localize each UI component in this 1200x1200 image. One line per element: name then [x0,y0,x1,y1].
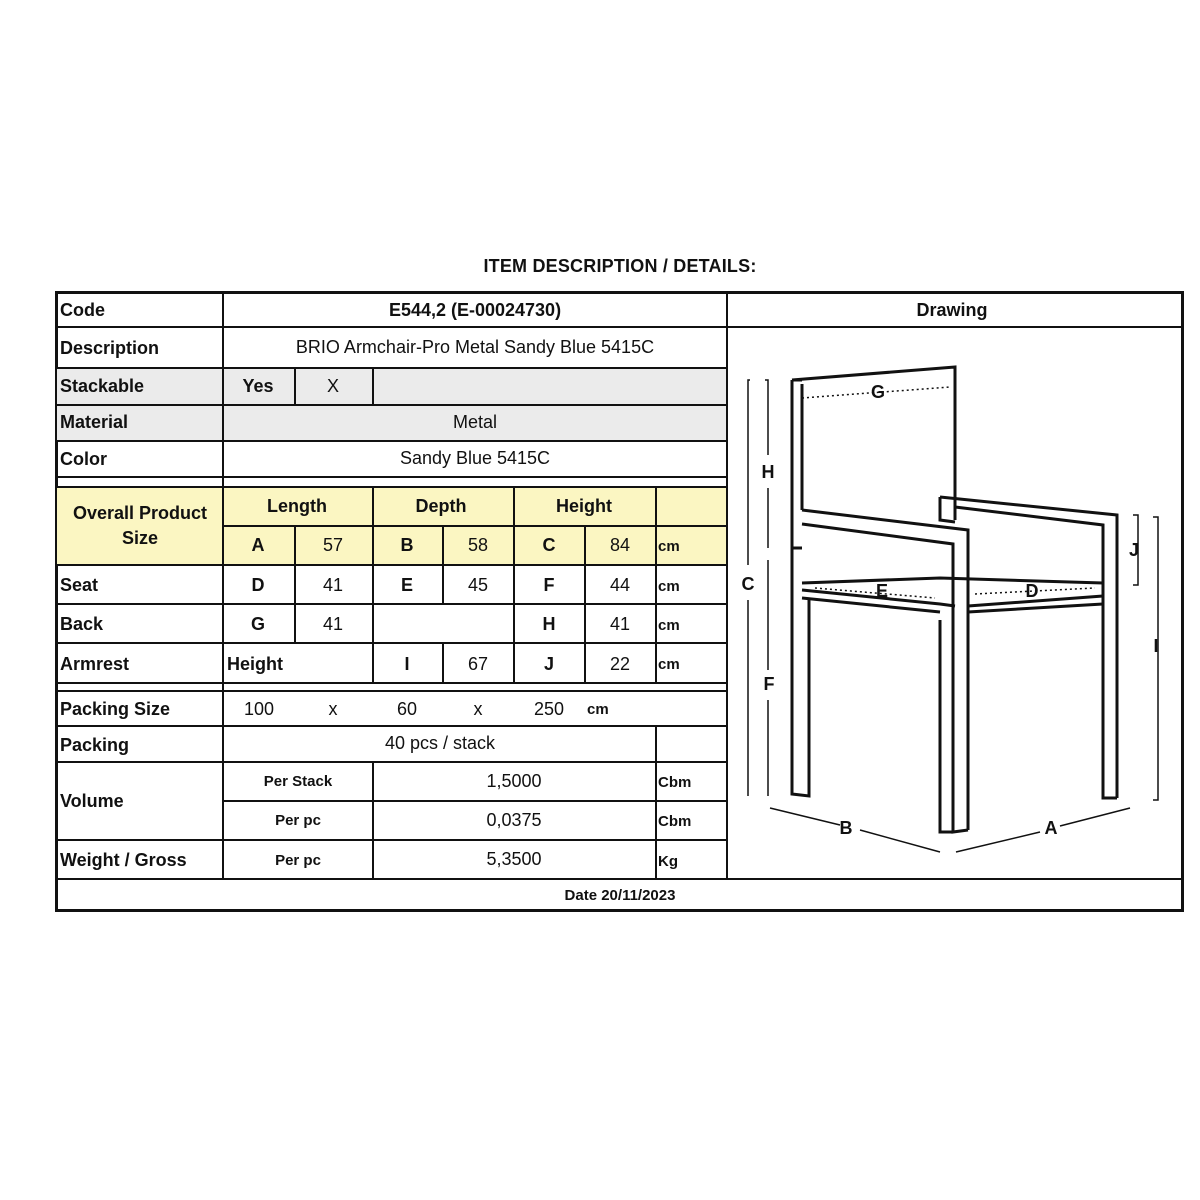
dim-value-i: 67 [467,654,489,674]
drawing-label-h: H [761,462,775,482]
dim-value-d: 41 [322,575,344,595]
dim-value-h: 41 [609,614,631,634]
chair-drawing [728,328,1182,878]
drawing-label-c: C [741,574,755,594]
dim-letter-g: G [250,614,266,634]
dim-value-b: 58 [467,535,489,555]
height-header: Height [556,496,612,516]
back-unit: cm [658,617,680,634]
volume-per-stack-value: 1,5000 [486,771,542,791]
stackable-row-bg [57,369,726,405]
volume-per-stack-unit: Cbm [658,774,692,791]
dim-letter-a: A [251,535,265,555]
drawing-label-b: B [839,818,853,838]
armrest-height-label: Height [227,654,283,674]
overall-size-label-1: Overall Product [72,503,208,523]
packing-size-x2: x [473,699,483,719]
dim-letter-f: F [543,575,555,595]
dim-value-j: 22 [609,654,631,674]
drawing-label-g: G [870,382,886,402]
volume-per-pc-value: 0,0375 [486,810,542,830]
overall-unit: cm [658,538,680,555]
seat-unit: cm [658,578,680,595]
material-row-bg [57,405,726,441]
material-value: Metal [452,412,498,432]
volume-per-pc-unit: Cbm [658,813,692,830]
color-label: Color [60,449,107,469]
stackable-yes: Yes [242,376,274,396]
overall-size-label-2: Size [121,528,159,548]
volume-label: Volume [60,791,124,811]
drawing-label-a: A [1044,818,1058,838]
drawing-label: Drawing [916,300,988,320]
color-value: Sandy Blue 5415C [399,448,551,468]
dim-letter-j: J [543,654,555,674]
packing-label: Packing [60,735,130,755]
depth-header: Depth [415,496,467,516]
volume-per-stack-label: Per Stack [263,773,333,790]
material-label: Material [60,412,129,432]
weight-unit: Kg [658,853,678,870]
drawing-label-d: D [1025,581,1039,601]
stackable-mark: X [326,376,340,396]
page-title: ITEM DESCRIPTION / DETAILS: [483,256,757,276]
packing-size-depth: 60 [396,699,418,719]
packing-size-height: 250 [533,699,565,719]
weight-label: Weight / Gross [60,850,187,870]
dim-letter-h: H [542,614,556,634]
code-label: Code [60,300,105,320]
packing-size-length: 100 [243,699,275,719]
dim-letter-d: D [251,575,265,595]
armrest-unit: cm [658,656,680,673]
stackable-label: Stackable [60,376,145,396]
packing-size-label: Packing Size [60,699,171,719]
weight-per-pc-label: Per pc [275,852,321,869]
dim-value-c: 84 [609,535,631,555]
back-label: Back [60,614,104,634]
weight-value: 5,3500 [486,849,542,869]
volume-per-pc-label: Per pc [275,812,321,829]
drawing-label-j: J [1128,540,1140,560]
packing-value: 40 pcs / stack [384,733,496,753]
dim-value-e: 45 [467,575,489,595]
packing-size-unit: cm [587,701,609,718]
packing-size-x1: x [328,699,338,719]
footer-date: Date 20/11/2023 [564,887,676,904]
description-value: BRIO Armchair-Pro Metal Sandy Blue 5415C [295,337,655,357]
dim-value-f: 44 [609,575,631,595]
description-label: Description [60,338,160,358]
dim-letter-b: B [400,535,414,555]
drawing-label-f: F [763,674,775,694]
length-header: Length [267,496,327,516]
dim-letter-e: E [400,575,414,595]
drawing-label-i: I [1153,636,1159,656]
armrest-label: Armrest [60,654,130,674]
dim-letter-i: I [404,654,410,674]
dim-letter-c: C [542,535,556,555]
dim-value-a: 57 [322,535,344,555]
dim-value-g: 41 [322,614,344,634]
drawing-label-e: E [875,581,889,601]
seat-label: Seat [60,575,99,595]
code-value: E544,2 (E-00024730) [388,300,562,320]
